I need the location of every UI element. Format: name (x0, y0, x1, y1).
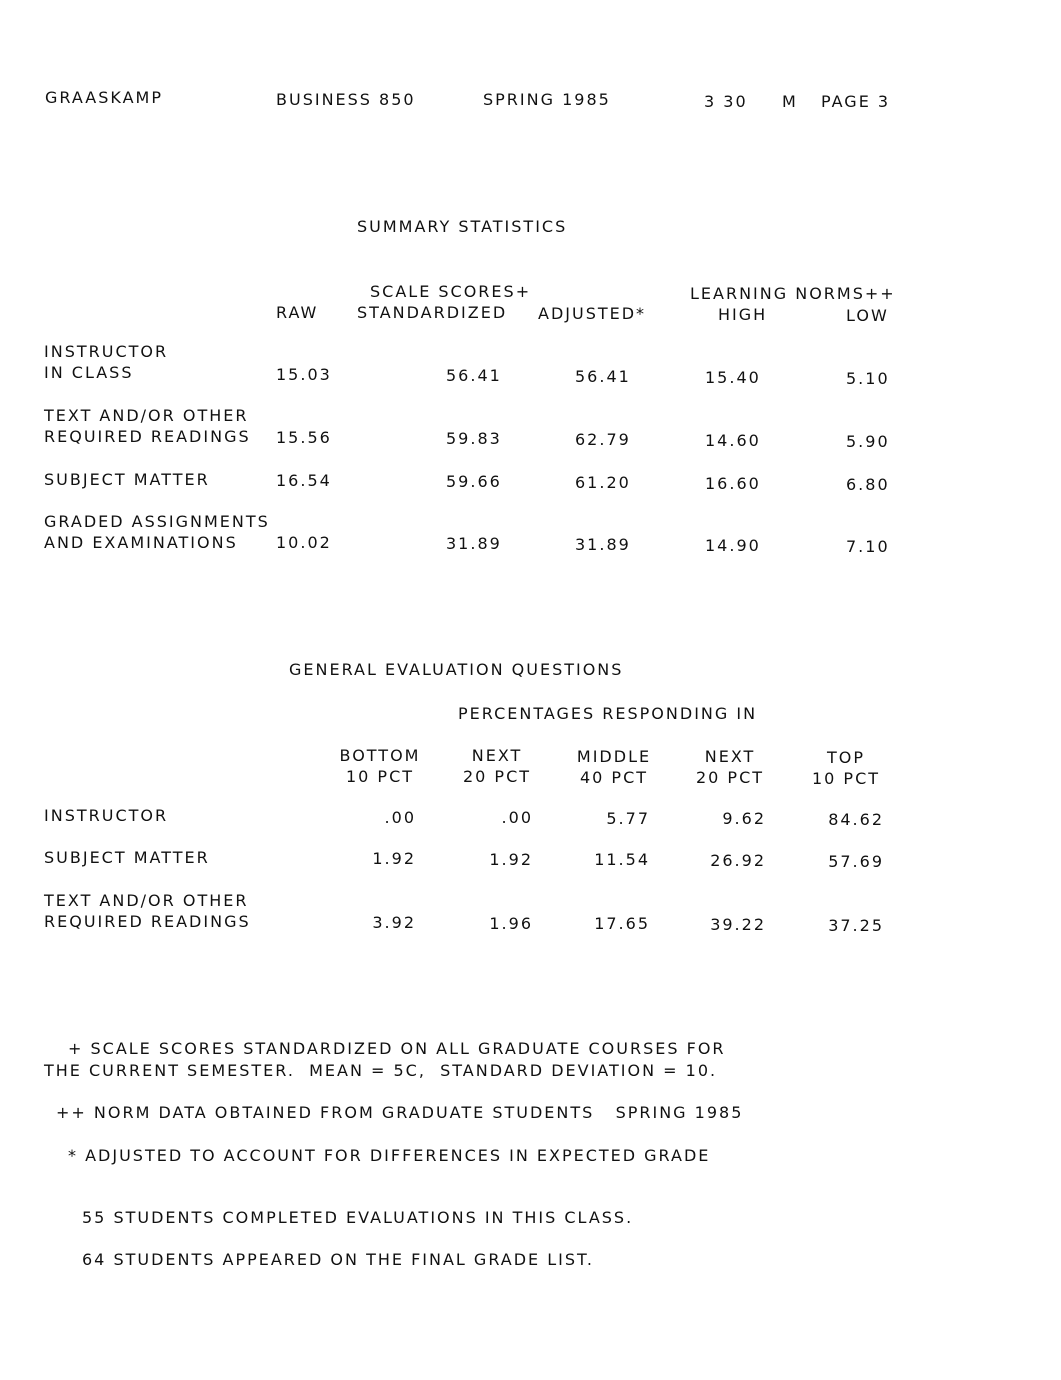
summary-low-value: 6.80 (846, 475, 890, 494)
pct-value: .00 (501, 808, 533, 827)
class-period: M (782, 92, 798, 111)
summary-row-label: IN CLASS (44, 363, 134, 382)
summary-row-label: GRADED ASSIGNMENTS (44, 512, 270, 531)
summary-low-value: 5.90 (846, 432, 890, 451)
term: SPRING 1985 (483, 90, 611, 109)
summary-row-label: TEXT AND/OR OTHER (44, 406, 249, 425)
summary-row-label: REQUIRED READINGS (44, 427, 251, 446)
pct-col-header: 20 PCT (695, 768, 765, 787)
pct-value: 17.65 (594, 914, 650, 933)
scale-scores-header: SCALE SCORES+ (370, 282, 532, 301)
class-time: 3 30 (704, 92, 748, 111)
pct-value: 5.77 (606, 809, 650, 828)
col-low-header: LOW (846, 306, 889, 325)
pct-col-header: NEXT (704, 747, 756, 766)
pct-col-header: MIDDLE (576, 747, 652, 766)
note-adjusted: * ADJUSTED TO ACCOUNT FOR DIFFERENCES IN EXPECTED GRADE (68, 1146, 711, 1165)
col-raw-header: RAW (276, 303, 319, 322)
pct-value: .00 (384, 808, 416, 827)
pct-col-header: BOTTOM (339, 746, 421, 765)
students-appeared: 64 STUDENTS APPEARED ON THE FINAL GRADE LIST. (82, 1250, 594, 1269)
pct-col-header: NEXT (471, 746, 523, 765)
col-standardized-header: STANDARDIZED (357, 303, 508, 322)
summary-high-value: 15.40 (705, 368, 761, 387)
summary-std-value: 59.66 (446, 472, 502, 491)
general-row-label: TEXT AND/OR OTHER (44, 891, 249, 910)
summary-low-value: 5.10 (846, 369, 890, 388)
col-high-header: HIGH (718, 305, 768, 324)
summary-raw-value: 15.03 (276, 365, 332, 384)
pct-value: 57.69 (828, 852, 884, 871)
instructor-name: GRAASKAMP (45, 88, 163, 107)
summary-std-value: 59.83 (446, 429, 502, 448)
pct-value: 11.54 (594, 850, 650, 869)
summary-adj-value: 61.20 (575, 473, 631, 492)
general-row-label: INSTRUCTOR (44, 806, 169, 825)
summary-high-value: 16.60 (705, 474, 761, 493)
general-row-label: REQUIRED READINGS (44, 912, 251, 931)
pct-value: 84.62 (828, 810, 884, 829)
col-adjusted-header: ADJUSTED* (538, 304, 647, 323)
pct-value: 37.25 (828, 916, 884, 935)
summary-title: SUMMARY STATISTICS (357, 217, 568, 236)
pct-col-header: 40 PCT (579, 768, 649, 787)
pct-value: 1.92 (489, 850, 533, 869)
summary-adj-value: 56.41 (575, 367, 631, 386)
note-scale-scores-continued: THE CURRENT SEMESTER. MEAN = 5C, STANDARD DEVIATION = 10. (44, 1061, 718, 1080)
summary-high-value: 14.90 (705, 536, 761, 555)
summary-raw-value: 15.56 (276, 428, 332, 447)
note-norm-data: ++ NORM DATA OBTAINED FROM GRADUATE STUDENTS SPRING 1985 (56, 1103, 744, 1122)
summary-std-value: 56.41 (446, 366, 502, 385)
general-subtitle: PERCENTAGES RESPONDING IN (458, 704, 758, 723)
general-title: GENERAL EVALUATION QUESTIONS (289, 660, 624, 679)
pct-col-header: 20 PCT (462, 767, 532, 786)
summary-std-value: 31.89 (446, 534, 502, 553)
note-scale-scores: + SCALE SCORES STANDARDIZED ON ALL GRADUATE COURSES FOR (68, 1039, 726, 1058)
summary-row-label: AND EXAMINATIONS (44, 533, 238, 552)
pct-value: 1.96 (489, 914, 533, 933)
pct-value: 39.22 (710, 915, 766, 934)
students-completed: 55 STUDENTS COMPLETED EVALUATIONS IN THIS CLASS. (82, 1208, 634, 1227)
summary-raw-value: 16.54 (276, 471, 332, 490)
pct-col-header: 10 PCT (811, 769, 881, 788)
summary-raw-value: 10.02 (276, 533, 332, 552)
summary-row-label: SUBJECT MATTER (44, 470, 210, 489)
pct-col-header: TOP (826, 748, 865, 767)
summary-adj-value: 31.89 (575, 535, 631, 554)
summary-high-value: 14.60 (705, 431, 761, 450)
learning-norms-header: LEARNING NORMS++ (690, 284, 896, 303)
page-number: PAGE 3 (821, 92, 891, 111)
general-row-label: SUBJECT MATTER (44, 848, 210, 867)
summary-adj-value: 62.79 (575, 430, 631, 449)
pct-value: 9.62 (722, 809, 766, 828)
summary-low-value: 7.10 (846, 537, 890, 556)
course-name: BUSINESS 850 (276, 90, 416, 109)
pct-col-header: 10 PCT (345, 767, 415, 786)
summary-row-label: INSTRUCTOR (44, 342, 169, 361)
pct-value: 26.92 (710, 851, 766, 870)
pct-value: 1.92 (372, 849, 416, 868)
pct-value: 3.92 (372, 913, 416, 932)
